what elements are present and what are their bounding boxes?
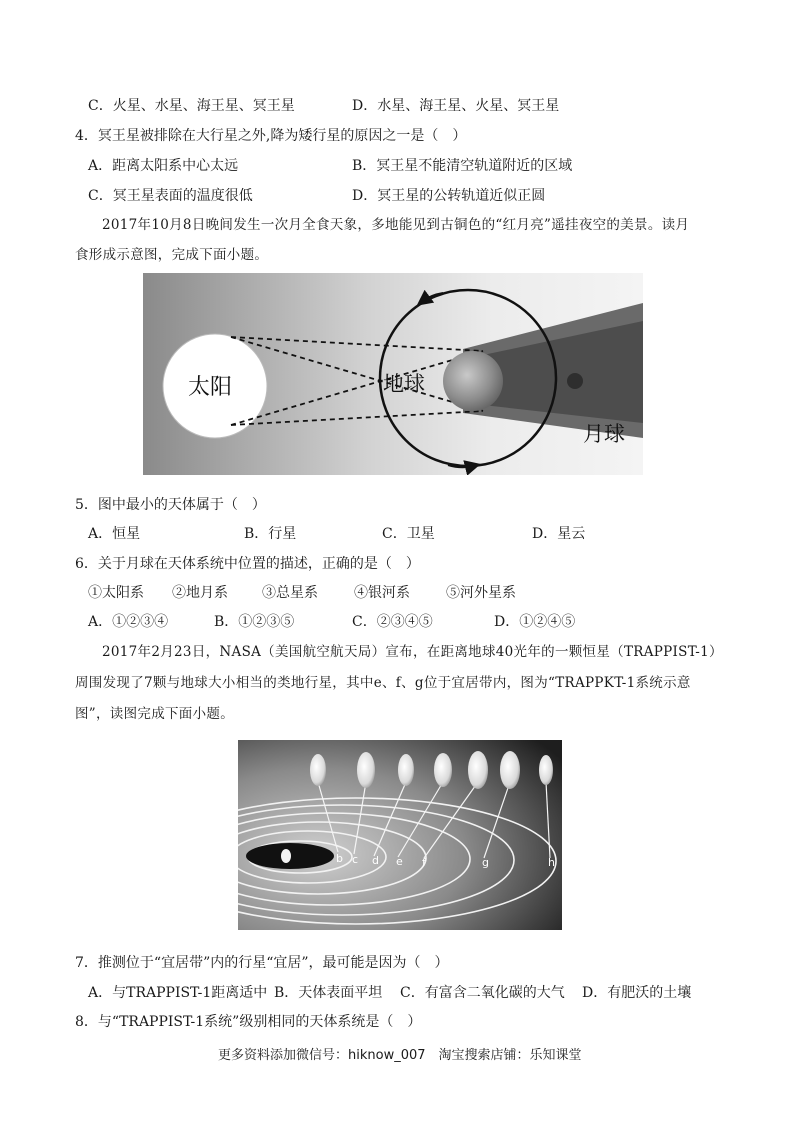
passage1-line2: 食形成示意图，完成下面小题。 [75,247,269,263]
planet-label-h: h [548,856,555,869]
q4-stem: 4．冥王星被排除在大行星之外,降为矮行星的原因之一是（ ） [75,128,467,144]
moon [567,373,583,389]
q6-option-d: D．①②④⑤ [494,614,576,630]
planet-label-c: c [352,853,359,866]
q6-item-4: ④银河系 [354,585,410,601]
planet-label-b: b [336,852,343,865]
planet-label-d: d [372,854,379,867]
passage2-line1: 2017年2月23日，NASA（美国航空航天局）宣布，在距离地球40光年的一颗恒星（TRAPPIST-1） [102,644,723,660]
q7-option-d: D．有肥沃的土壤 [582,985,692,1001]
planet-label-g: g [482,856,489,869]
q4-option-a: A．距离太阳系中心太远 [88,158,239,174]
q5-option-b: B．行星 [244,526,297,542]
q7-option-b: B．天体表面平坦 [274,985,383,1001]
lunar-eclipse-diagram [143,273,643,475]
q3-option-d: D．水星、海王星、火星、冥王星 [352,98,560,114]
passage1-line1: 2017年10月8日晚间发生一次月全食天象，多地能见到古铜色的“红月亮”遥挂夜空的美景。读月 [102,217,690,233]
q7-option-c: C．有富含二氧化碳的大气 [400,985,565,1001]
planet-label-e: e [396,855,403,868]
sun-label: 太阳 [188,375,233,400]
q6-item-2: ②地月系 [172,585,228,601]
page-footer: 更多资料添加微信号：hiknow_007 淘宝搜索店铺：乐知课堂 [218,1048,582,1063]
trappist-1-star [281,849,291,863]
q7-stem: 7．推测位于“宜居带”内的行星“宜居”，最可能是因为（ ） [75,955,449,971]
planet-label-f: f [422,856,426,869]
earth [443,351,503,411]
q4-option-d: D．冥王星的公转轨道近似正圆 [352,188,546,204]
q3-option-c: C．火星、水星、海王星、冥王星 [88,98,295,114]
q6-stem: 6．关于月球在天体系统中位置的描述，正确的是（ ） [75,556,420,572]
moon-label: 月球 [583,422,625,446]
q5-option-c: C．卫星 [382,526,435,542]
q4-option-b: B．冥王星不能清空轨道附近的区域 [352,158,573,174]
q6-option-c: C．②③④⑤ [352,614,433,630]
q6-item-5: ⑤河外星系 [446,585,516,601]
earth-label: 地球 [383,372,425,396]
passage2-line2: 周围发现了7颗与地球大小相当的类地行星，其中e、f、g位于宜居带内，图为“TRAPPKT-1系统示意 [75,675,691,691]
q4-option-c: C．冥王星表面的温度很低 [88,188,253,204]
trappist-system-diagram [238,740,562,930]
q5-option-a: A．恒星 [88,526,141,542]
q8-stem: 8．与“TRAPPIST-1系统”级别相同的天体系统是（ ） [75,1014,422,1030]
q5-option-d: D．星云 [532,526,586,542]
q7-option-a: A．与TRAPPIST-1距离适中 [88,985,268,1001]
q5-stem: 5．图中最小的天体属于（ ） [75,497,266,513]
q6-item-3: ③总星系 [262,585,318,601]
q6-option-b: B．①②③⑤ [214,614,295,630]
passage2-line3: 图”，读图完成下面小题。 [75,706,235,722]
trappist-system-svg [238,740,562,930]
lunar-eclipse-svg [143,273,643,475]
q6-option-a: A．①②③④ [88,614,169,630]
q6-item-1: ①太阳系 [88,585,144,601]
